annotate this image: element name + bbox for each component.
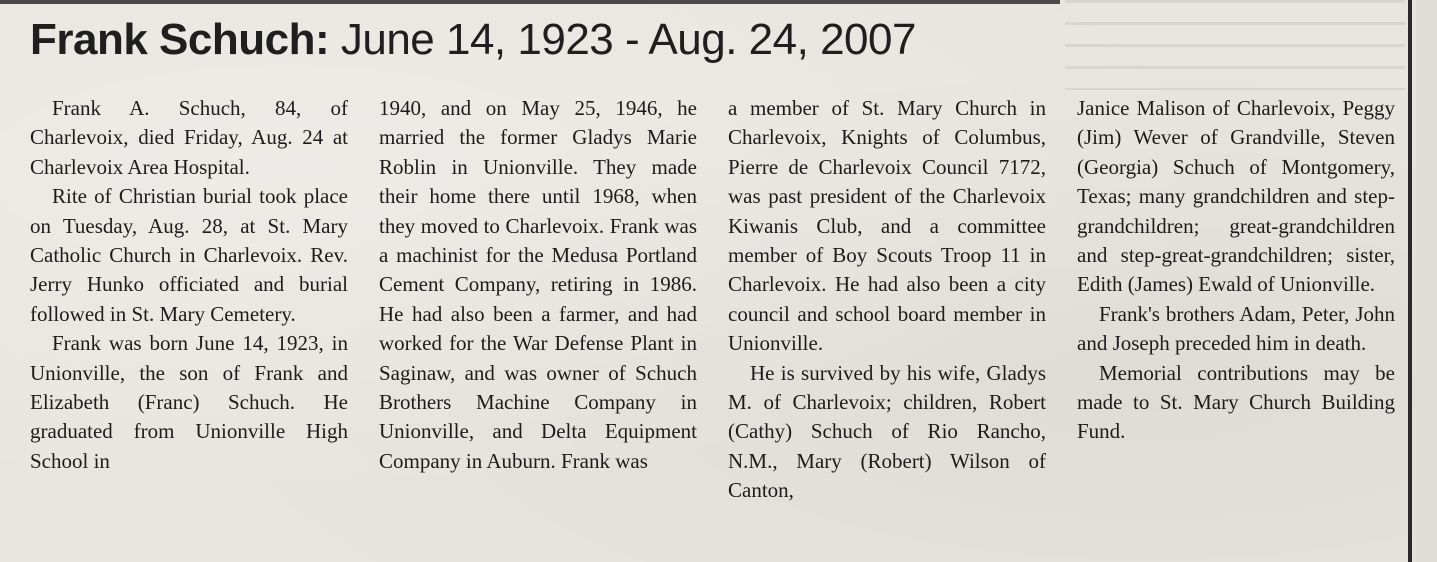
paragraph: He is survived by his wife, Gladys M. of Charlevoix; children, Robert (Cathy) Schuch of Rio Rancho, N.M., Mary (Robert) Wilson of Canton,	[728, 360, 1046, 503]
top-rule	[0, 0, 1060, 4]
paragraph: Frank A. Schuch, 84, of Charlevoix, died Friday, Aug. 24 at Charlevoix Area Hospital.	[30, 96, 348, 179]
column-divider-rule	[1408, 0, 1412, 562]
paragraph: 1940, and on May 25, 1946, he married the former Gladys Marie Roblin in Unionville. They made their home there until 1968, when they moved to Charlevoix. Frank was a machinist for the Medusa Portland Cement Company, retiring in 1986. He had also been a farmer, and had worked for the War Defense Plant in Saginaw, and was owner of Schuch Brothers Machine Company in Unionville, and Delta Equipment Company in Auburn. Frank was	[379, 96, 697, 473]
headline-dates: June 14, 1923 - Aug. 24, 2007	[329, 15, 916, 64]
paragraph: Frank's brothers Adam, Peter, John and Joseph preceded him in death.	[1077, 301, 1395, 356]
text-column-2	[379, 94, 697, 476]
text-column-3	[728, 94, 1046, 506]
headline-name: Frank Schuch:	[30, 15, 330, 64]
text-column-4	[1077, 94, 1395, 447]
paragraph: a member of St. Mary Church in Charlevoix, Knights of Columbus, Pierre de Charlevoix Council 7172, was past president of the Charlevoix Kiwanis Club, and a committee member of Boy Scouts Troop 11 in Charlevoix. He had also been a city council and school board member in Unionville.	[728, 96, 1046, 356]
text-column-1	[30, 94, 348, 476]
paragraph: Rite of Christian burial took place on Tuesday, Aug. 28, at St. Mary Catholic Church in Charlevoix. Rev. Jerry Hunko officiated and burial followed in St. Mary Cemetery.	[30, 184, 348, 326]
paragraph: Frank was born June 14, 1923, in Unionville, the son of Frank and Elizabeth (Franc) Schuch. He graduated from Unionville High School in	[30, 331, 348, 473]
next-article-cutoff	[30, 548, 710, 562]
paragraph: Memorial contributions may be made to St. Mary Church Building Fund.	[1077, 360, 1395, 444]
adjacent-column-bleed	[1065, 0, 1405, 90]
paragraph: Janice Malison of Charlevoix, Peggy (Jim) Wever of Grandville, Steven (Georgia) Schuch of Montgomery, Texas; many grandchildren and step-grandchildren; great-grandchildren and step-great-grandchildren; sister, Edith (James) Ewald of Unionville.	[1077, 96, 1395, 297]
page-edge	[1416, 0, 1437, 562]
obituary-headline	[30, 12, 1030, 68]
